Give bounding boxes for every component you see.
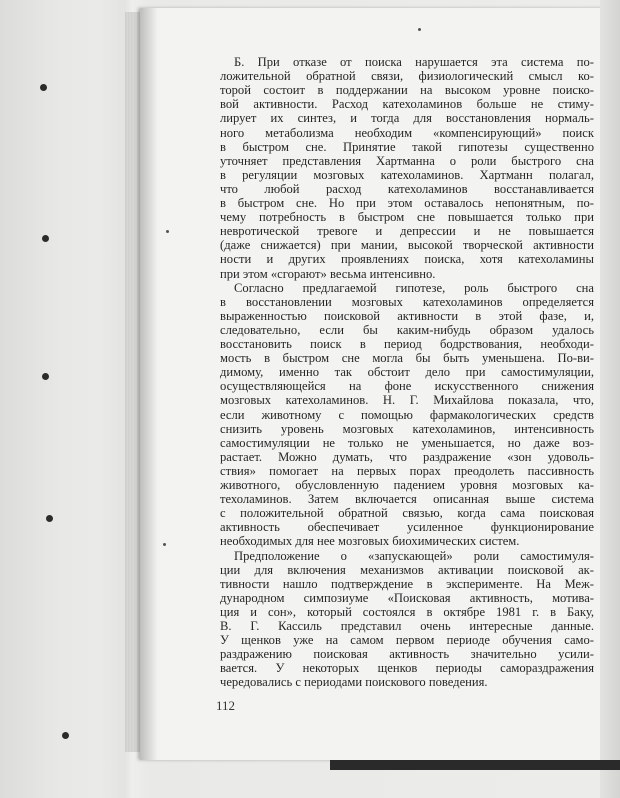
text-line: ции для включения механизмов активации поисковой ак- [220, 562, 594, 577]
text-line: следовательно, если бы каким-нибудь образом удалось [220, 322, 594, 337]
text-line: активность обеспечивает усиленное функционирование [220, 520, 594, 535]
text-line: чередовались с периодами поискового поведения. [220, 675, 488, 690]
text-line: ности и других проявлениях поиска, хотя катехоламины [220, 252, 594, 267]
scan-speck [418, 28, 421, 31]
text-line: ция и сон», который состоялся в октябре 1981 г. в Баку, [220, 604, 594, 619]
text-line: осуществляющейся на фоне искусственного снижения [220, 379, 594, 394]
text-line: дународном симпозиуме «Поисковая активность, мотива- [220, 590, 594, 605]
text-line: ствия» помогает на первых порах преодолеть пассивность [220, 463, 594, 478]
book-page-edges [125, 12, 141, 752]
text-line: Б. При отказе от поиска нарушается эта система по- [234, 55, 594, 69]
text-line: тивности нашло подтверждение в эксперименте. На Меж- [220, 576, 594, 591]
text-line: чему потребность в быстром сне повышается только при [220, 210, 594, 225]
text-line: ложительной обратной связи, физиологический смысл ко- [220, 69, 594, 84]
text-line: при этом «сгорают» весьма интенсивно. [220, 266, 436, 281]
text-line: животного, обусловленную падением уровня мозговых ка- [220, 478, 594, 492]
scanner-margin [600, 0, 620, 798]
text-line: вается. У некоторых щенков периоды самораздражения [220, 661, 594, 676]
text-line: вой активности. Расход катехоламинов больше не стиму- [220, 97, 594, 112]
text-line: в восстановлении мозговых катехоламинов определяется [220, 294, 594, 309]
punch-hole [42, 373, 49, 380]
text-line: в быстром сне. Но при этом оставалось непонятным, по- [220, 196, 594, 210]
text-line: снизить уровень мозговых катехоламинов, интенсивность [220, 421, 594, 436]
text-line: (даже снижается) при мании, высокой творческой активности [220, 238, 594, 253]
text-line: уточняет представления Хартманна о роли быстрого сна [220, 153, 594, 168]
text-line: в регуляции мозговых катехоламинов. Хартманн полагал, [220, 167, 594, 182]
text-line: необходимых для нее мозговых биохимических систем. [220, 534, 520, 549]
punch-hole [62, 732, 69, 739]
page-number: 112 [216, 697, 236, 713]
text-line: что любой расход катехоламинов восстанавливается [220, 181, 594, 196]
text-line: торой состоит в поддержании на высоком уровне поиско- [220, 83, 594, 98]
text-line: димому, именно так обстоит дело при самостимуляции, [220, 365, 594, 380]
text-line: самостимуляции не только не уменьшается, но даже воз- [220, 435, 594, 450]
text-line: техоламинов. Затем включается описанная выше система [220, 492, 594, 507]
text-line: Предположение о «запускающей» роли самостимуля- [234, 548, 594, 563]
text-line: ного метаболизма необходим «компенсирующий» поиск [220, 125, 594, 140]
text-line: У щенков уже на самом первом периоде обучения само- [220, 633, 594, 648]
text-line: В. Г. Кассиль представил очень интересные данные. [220, 619, 594, 633]
text-line: Согласно предлагаемой гипотезе, роль быстрого сна [234, 280, 594, 295]
punch-hole [42, 235, 49, 242]
text-line: растает. Можно думать, что раздражение «зон удоволь- [220, 449, 594, 464]
scanner-edge [330, 760, 620, 770]
text-line: лирует их синтез, и тогда для восстановления нормаль- [220, 111, 594, 126]
scan-speck [166, 230, 169, 233]
text-line: раздражению поисковая активность значительно усили- [220, 647, 594, 662]
text-line: с положительной обратной связью, когда сама поисковая [220, 506, 594, 521]
text-line: невротической тревоге и депрессии и не повышается [220, 224, 594, 239]
punch-hole [40, 84, 47, 91]
text-line: мозговых катехоламинов. Н. Г. Михайлова показала, что, [220, 393, 594, 408]
punch-hole [46, 515, 53, 522]
text-line: в быстром сне. Принятие такой гипотезы существенно [220, 139, 594, 154]
scan-speck [163, 543, 166, 546]
text-line: если животному с помощью фармакологических средств [220, 407, 594, 422]
text-line: мость в быстром сне могла бы быть уменьшена. По-ви- [220, 351, 594, 366]
text-line: выраженностью поисковой активности в этой фазе, и, [220, 308, 594, 323]
text-line: восстановить поиск в период бодрствования, необходи- [220, 337, 594, 351]
spine-shadow [140, 8, 158, 760]
